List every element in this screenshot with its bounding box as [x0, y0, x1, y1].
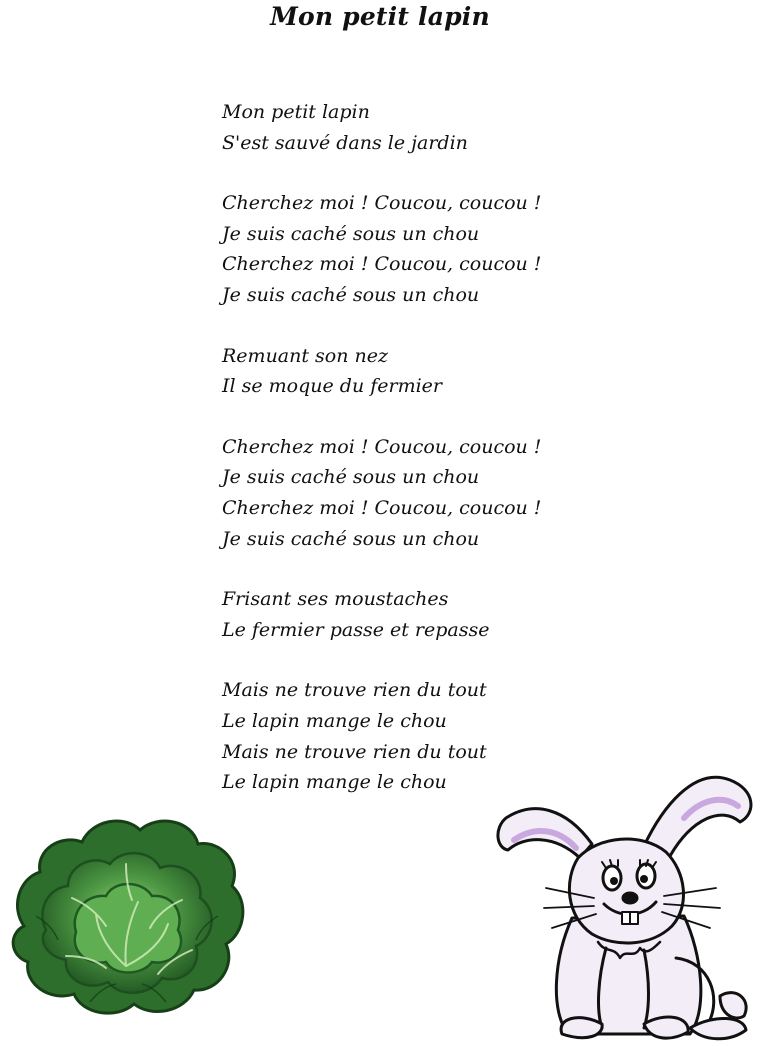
poem-line: Je suis caché sous un chou — [222, 466, 480, 489]
poem-title: Mon petit lapin — [270, 2, 490, 31]
stanza-4 — [222, 432, 602, 554]
poem-line: Frisant ses moustaches — [222, 588, 449, 611]
poem-line: Le lapin mange le chou — [222, 709, 447, 732]
stanza-2 — [222, 188, 602, 310]
poem-line: Remuant son nez — [222, 344, 388, 367]
poem-line: Le lapin mange le chou — [222, 771, 447, 794]
poem-line: Cherchez moi ! Coucou, coucou ! — [222, 496, 542, 519]
poem-line: Mais ne trouve rien du tout — [222, 740, 487, 763]
poem-line: Je suis caché sous un chou — [222, 283, 480, 306]
stanza-5 — [222, 584, 602, 645]
poem-line: Mon petit lapin — [222, 101, 370, 123]
cabbage-icon — [6, 806, 246, 1021]
poem-line: Cherchez moi ! Coucou, coucou ! — [222, 435, 542, 458]
poem-line: Mais ne trouve rien du tout — [222, 679, 487, 702]
stanza-3 — [222, 341, 602, 402]
poem-line: Le fermier passe et repasse — [222, 618, 490, 641]
poem-line: Cherchez moi ! Coucou, coucou ! — [222, 253, 542, 276]
poem-body — [222, 97, 602, 828]
poem-line: Je suis caché sous un chou — [222, 527, 480, 550]
poem-line: Cherchez moi ! Coucou, coucou ! — [222, 192, 542, 215]
rabbit-icon — [494, 748, 760, 1046]
poem-line: S'est sauvé dans le jardin — [222, 131, 468, 154]
stanza-1 — [222, 97, 602, 158]
poem-line: Je suis caché sous un chou — [222, 222, 480, 245]
poem-line: Il se moque du fermier — [222, 375, 443, 398]
